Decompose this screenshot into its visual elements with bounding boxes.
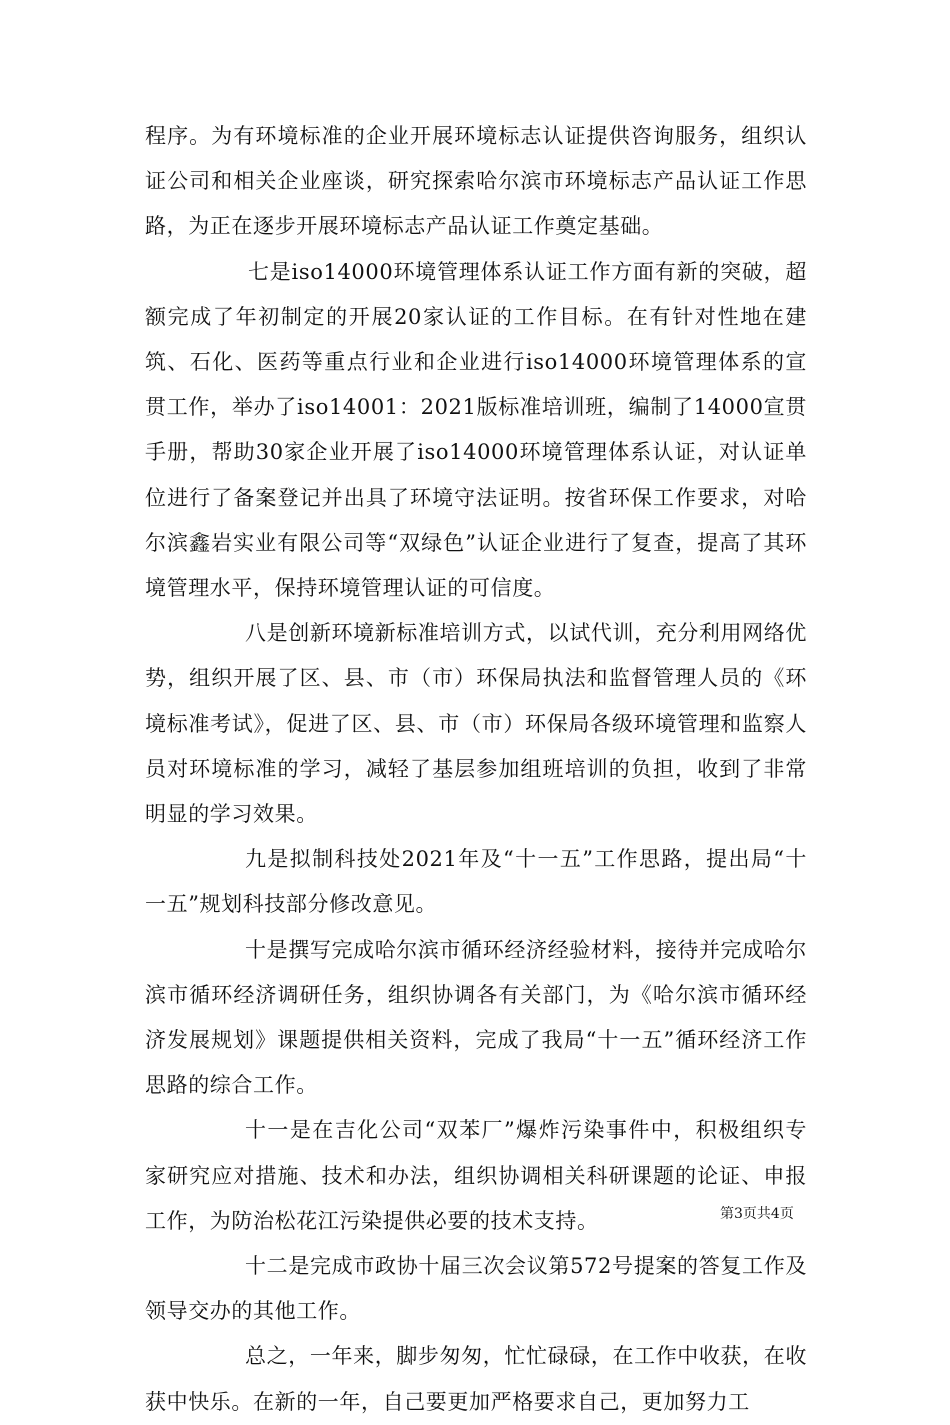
paragraph-item-11: 十一是在吉化公司“双苯厂”爆炸污染事件中，积极组织专家研究应对措施、技术和办法，组织协调相关科研课题的论证、申报工作，为防治松花江污染提供必要的技术支持。 (145, 1118, 807, 1233)
paragraph-continued: 程序。为有环境标准的企业开展环境标志认证提供咨询服务，组织认证公司和相关企业座谈，研究探索哈尔滨市环境标志产品认证工作思路，为正在逐步开展环境标志产品认证工作奠定基础。 (145, 124, 807, 239)
paragraph-item-12: 十二是完成市政协十届三次会议第572号提案的答复工作及领导交办的其他工作。 (145, 1254, 807, 1324)
page-number: 第3页共4页 (720, 1206, 794, 1222)
paragraph-item-7: 七是iso14000环境管理体系认证工作方面有新的突破，超额完成了年初制定的开展20家认证的工作目标。在有针对性地在建筑、石化、医药等重点行业和企业进行iso14000环境管理体系的宣贯工作，举办了iso14001：2021版标准培训班，编制了14000宣贯手册，帮助30家企业开展了iso14000环境管理体系认证，对认证单位进行了备案登记并出具了环境守法证明。按省环保工作要求，对哈尔滨鑫岩实业有限公司等“双绿色”认证企业进行了复查，提高了其环境管理水平，保持环境管理认证的可信度。 (145, 259, 807, 601)
paragraph-summary: 总之，一年来，脚步匆匆，忙忙碌碌，在工作中收获，在收获中快乐。在新的一年，自己要更加严格要求自己，更加努力工 (145, 1344, 807, 1414)
paragraph-item-8: 八是创新环境新标准培训方式，以试代训，充分利用网络优势，组织开展了区、县、市（市）环保局执法和监督管理人员的《环境标准考试》，促进了区、县、市（市）环保局各级环境管理和监察人员对环境标准的学习，减轻了基层参加组班培训的负担，收到了非常明显的学习效果。 (145, 621, 807, 827)
paragraph-item-10: 十是撰写完成哈尔滨市循环经济经验材料，接待并完成哈尔滨市循环经济调研任务，组织协调各有关部门，为《哈尔滨市循环经济发展规划》课题提供相关资料，完成了我局“十一五”循环经济工作思路的综合工作。 (145, 937, 807, 1098)
paragraph-item-9: 九是拟制科技处2021年及“十一五”工作思路，提出局“十一五”规划科技部分修改意见。 (145, 847, 807, 917)
document-body (145, 114, 807, 1425)
